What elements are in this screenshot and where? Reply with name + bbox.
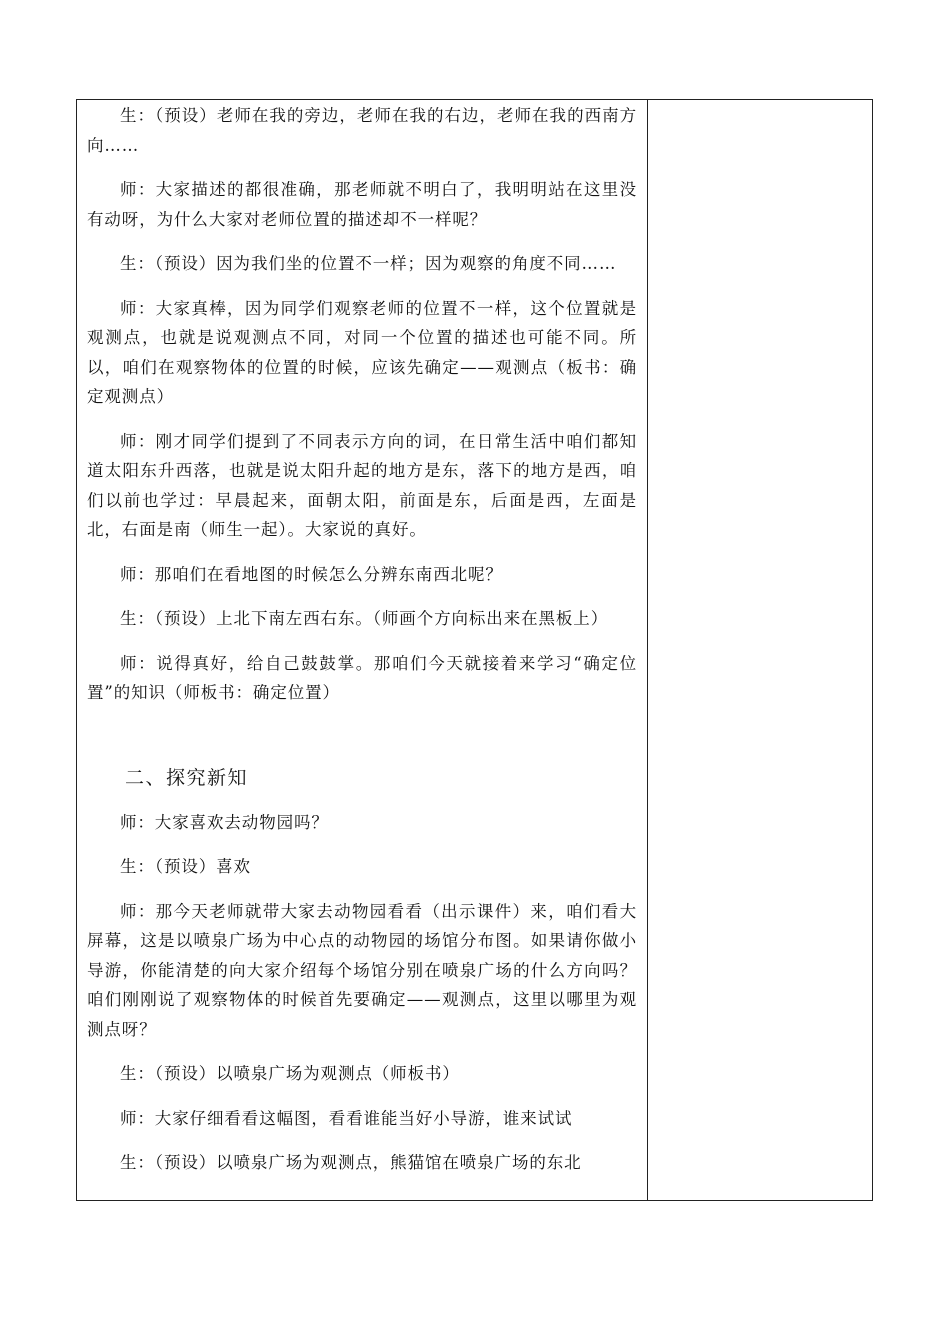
teaching-process-cell xyxy=(77,100,648,1200)
dialogue-paragraph: 生：（预设）因为我们坐的位置不一样；因为观察的角度不同…… xyxy=(120,254,617,273)
dialogue-paragraph: 生：（预设）上北下南左西右东。（师画个方向标出来在黑板上） xyxy=(120,609,609,628)
dialogue-paragraph: 生：（预设）老师在我的旁边，老师在我的右边，老师在我的西南方向…… xyxy=(87,106,637,155)
lesson-plan-table xyxy=(76,99,873,1201)
section-heading: 二、探究新知 xyxy=(125,766,249,789)
dialogue-paragraph: 生：（预设）以喷泉广场为观测点，熊猫馆在喷泉广场的东北 xyxy=(120,1153,582,1172)
dialogue-paragraph: 师：那咱们在看地图的时候怎么分辨东南西北呢？ xyxy=(120,564,503,584)
dialogue-paragraph: 生：（预设）喜欢 xyxy=(120,857,251,876)
dialogue-paragraph: 师：大家真棒，因为同学们观察老师的位置不一样，这个位置就是观测点，也就是说观测点不同，对同一个位置的描述也可能不同。所以，咱们在观察物体的位置的时候，应该先确定——观测点（板书：确定观测点） xyxy=(87,298,637,406)
dialogue-paragraph: 师：说得真好，给自己鼓鼓掌。那咱们今天就接着来学习“确定位置”的知识（师板书：确定位置） xyxy=(87,653,637,702)
dialogue-paragraph: 生：（预设）以喷泉广场为观测点（师板书） xyxy=(120,1064,460,1083)
dialogue-paragraph: 师：大家喜欢去动物园吗？ xyxy=(120,812,329,832)
dialogue-paragraph: 师：那今天老师就带大家去动物园看看（出示课件）来，咱们看大屏幕，这是以喷泉广场为中心点的动物园的场馆分布图。如果请你做小导游，你能清楚的向大家介绍每个场馆分别在喷泉广场的什么方向吗？咱们刚刚说了观察物体的时候首先要确定——观测点，这里以哪里为观测点呀？ xyxy=(87,901,637,1039)
dialogue-paragraph: 师：大家仔细看看这幅图，看看谁能当好小导游，谁来试试 xyxy=(120,1108,573,1128)
notes-cell xyxy=(648,100,872,1200)
dialogue-paragraph: 师：刚才同学们提到了不同表示方向的词，在日常生活中咱们都知道太阳东升西落，也就是说太阳升起的地方是东，落下的地方是西，咱们以前也学过：早晨起来，面朝太阳，前面是东，后面是西，左面是北，右面是南（师生一起）。大家说的真好。 xyxy=(87,431,637,539)
dialogue-paragraph: 师：大家描述的都很准确，那老师就不明白了，我明明站在这里没有动呀，为什么大家对老师位置的描述却不一样呢？ xyxy=(87,180,637,229)
